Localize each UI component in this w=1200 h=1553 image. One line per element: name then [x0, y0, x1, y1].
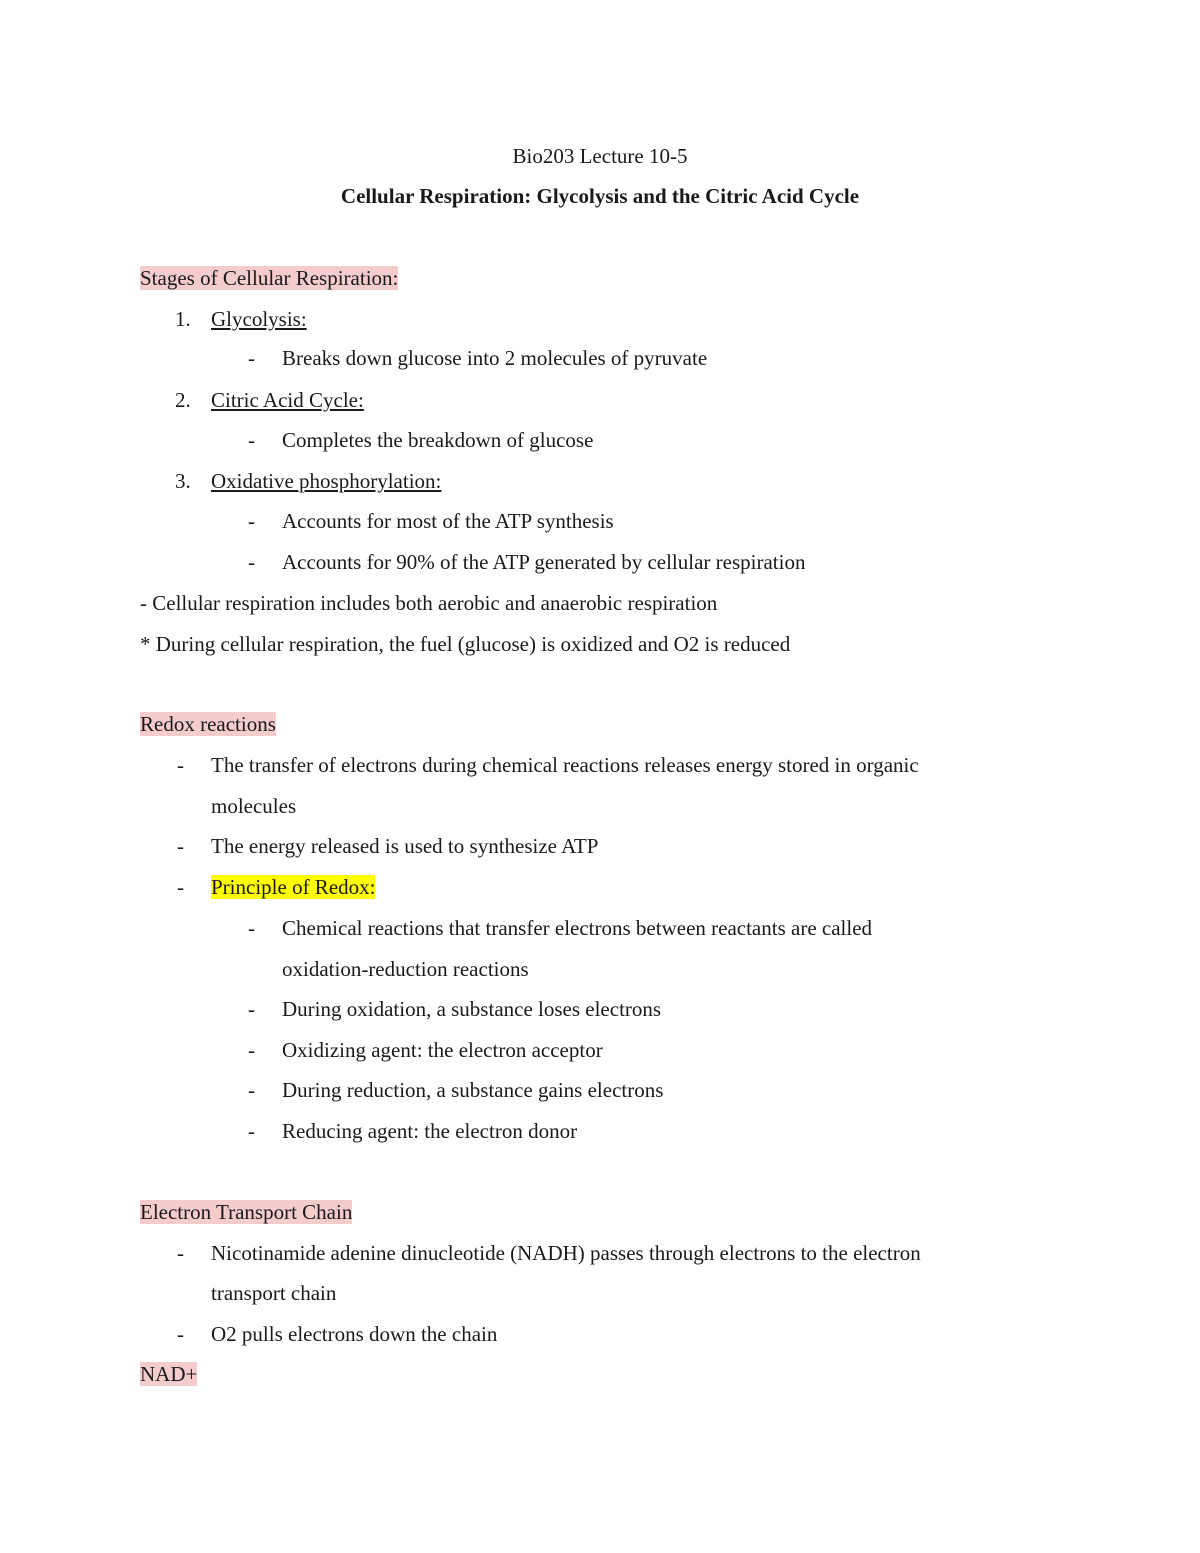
stage-label-citric-acid: Citric Acid Cycle:	[211, 388, 364, 412]
dash: -	[177, 875, 184, 899]
bullet-text: Completes the breakdown of glucose	[282, 428, 594, 452]
dash: -	[248, 1038, 255, 1062]
bullet-text: Nicotinamide adenine dinucleotide (NADH) passes through electrons to the electron	[211, 1241, 921, 1265]
bullet-text: During reduction, a substance gains electrons	[282, 1078, 664, 1102]
bullet-text: Oxidizing agent: the electron acceptor	[282, 1038, 603, 1062]
bullet-text: During oxidation, a substance loses electrons	[282, 997, 662, 1021]
bullet-text: oxidation-reduction reactions	[282, 957, 529, 981]
note-line: - Cellular respiration includes both aerobic and anaerobic respiration	[140, 591, 718, 615]
bullet-text: transport chain	[211, 1281, 337, 1305]
dash: -	[177, 834, 184, 858]
bullet-text: The energy released is used to synthesize ATP	[211, 834, 599, 858]
dash: -	[248, 1119, 255, 1143]
section-heading-nad: NAD+	[140, 1362, 198, 1386]
list-number: 1.	[175, 307, 191, 331]
note-line: * During cellular respiration, the fuel (glucose) is oxidized and O2 is reduced	[140, 632, 791, 656]
dash: -	[177, 1322, 184, 1346]
dash: -	[248, 1078, 255, 1102]
dash: -	[177, 753, 184, 777]
bullet-text: molecules	[211, 794, 297, 818]
bullet-text: Chemical reactions that transfer electrons between reactants are called	[282, 916, 873, 940]
bullet-text: Accounts for most of the ATP synthesis	[282, 509, 614, 533]
section-heading-redox: Redox reactions	[140, 712, 276, 736]
dash: -	[248, 916, 255, 940]
bullet-text: The transfer of electrons during chemical reactions releases energy stored in organic	[211, 753, 919, 777]
page-title: Cellular Respiration: Glycolysis and the Citric Acid Cycle	[340, 184, 860, 208]
bullet-text: O2 pulls electrons down the chain	[211, 1322, 498, 1346]
stage-label-glycolysis: Glycolysis:	[211, 307, 307, 331]
section-heading-etc: Electron Transport Chain	[140, 1200, 353, 1224]
bullet-text: Breaks down glucose into 2 molecules of pyruvate	[282, 346, 708, 370]
dash: -	[248, 550, 255, 574]
bullet-text: Reducing agent: the electron donor	[282, 1119, 578, 1143]
section-heading-stages: Stages of Cellular Respiration:	[140, 266, 399, 290]
dash: -	[248, 346, 255, 370]
stage-label-oxidative: Oxidative phosphorylation:	[211, 469, 442, 493]
principle-of-redox: Principle of Redox:	[211, 875, 376, 899]
dash: -	[177, 1241, 184, 1265]
dash: -	[248, 509, 255, 533]
bullet-text: Accounts for 90% of the ATP generated by cellular respiration	[282, 550, 806, 574]
dash: -	[248, 997, 255, 1021]
list-number: 2.	[175, 388, 191, 412]
dash: -	[248, 428, 255, 452]
list-number: 3.	[175, 469, 191, 493]
course-title: Bio203 Lecture 10-5	[512, 144, 688, 168]
